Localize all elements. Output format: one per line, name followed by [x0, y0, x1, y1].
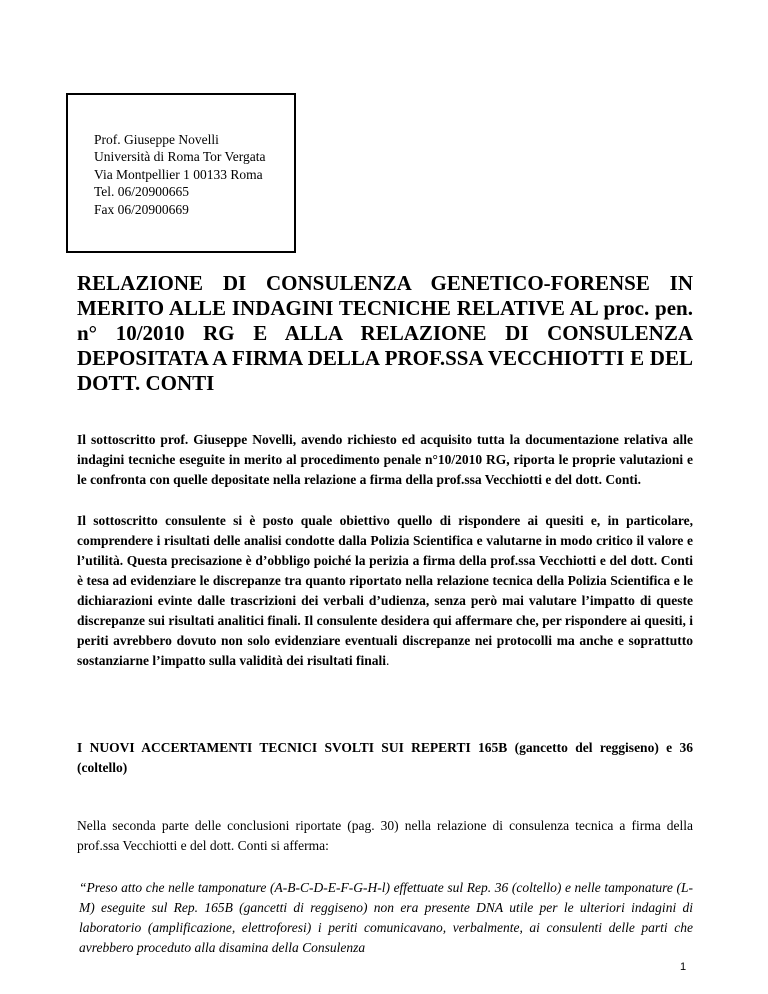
section-heading: I NUOVI ACCERTAMENTI TECNICI SVOLTI SUI REPERTI 165B (gancetto del reggiseno) e 36 (coltello)	[77, 740, 693, 775]
quoted-paragraph: “Preso atto che nelle tamponature (A-B-C-D-E-F-G-H-l) effettuate sul Rep. 36 (coltello) e nelle tamponature (L-M) eseguite sul Rep. 165B (gancetti di reggiseno) non era presente DNA utile per le ulteriori indagini di laboratorio (amplificazione, elettroforesi) i periti comunicavano, verbalmente, ai consulenti delle parti che avrebbero proceduto alla disamina della Consulenza	[79, 880, 693, 955]
street-address: Via Montpellier 1 00133 Roma	[94, 166, 263, 182]
objective-text: Il sottoscritto consulente si è posto quale obiettivo quello di rispondere ai quesiti e, in particolare, comprendere i risultati delle analisi condotte dalla Polizia Scientifica e valutarne in modo critico il valore e l’utilità. Questa precisazione è d’obbligo poiché la perizia a firma della prof.ssa Vecchiotti e del dott. Conti è tesa ad evidenziare le discrepanze tra quanto riportato nella relazione tecnica della Polizia Scientifica e le dichiarazioni evinte dalle trascrizioni dei verbali d’udienza, senza però mai valutare l’impatto di queste discrepanze sui risultati analitici finali. Il consulente desidera qui affermare che, per rispondere ai quesiti, i periti avrebbero dovuto non solo evidenziare eventuali discrepanze nei protocolli ma anche e soprattutto sostanziarne l’impatto sulla validità dei risultati finali	[77, 513, 693, 668]
telephone: Tel. 06/20900665	[94, 184, 190, 200]
conclusions-paragraph: Nella seconda parte delle conclusioni riportate (pag. 30) nella relazione di consulenza tecnica a firma della prof.ssa Vecchiotti e del dott. Conti si afferma:	[77, 818, 693, 853]
address-box	[66, 93, 296, 253]
fax: Fax 06/20900669	[94, 201, 189, 217]
objective-paragraph	[77, 511, 693, 671]
objective-period: .	[386, 653, 390, 668]
page-number: 1	[680, 961, 687, 973]
university: Università di Roma Tor Vergata	[94, 149, 266, 165]
intro-paragraph: Il sottoscritto prof. Giuseppe Novelli, avendo richiesto ed acquisito tutta la documentazione relativa alle indagini tecniche eseguite in merito al procedimento penale n°10/2010 RG, riporta le proprie valutazioni e le confronta con quelle depositate nella relazione a firma della prof.ssa Vecchiotti e del dott. Conti.	[77, 432, 693, 487]
address-lines	[94, 131, 266, 218]
document-title: RELAZIONE DI CONSULENZA GENETICO-FORENSE IN MERITO ALLE INDAGINI TECNICHE RELATIVE AL proc. pen. n° 10/2010 RG E ALLA RELAZIONE DI CONSULENZA DEPOSITATA A FIRMA DELLA PROF.SSA VECCHIOTTI E DEL DOTT. CONTI	[77, 271, 693, 395]
author-name: Prof. Giuseppe Novelli	[94, 132, 219, 147]
